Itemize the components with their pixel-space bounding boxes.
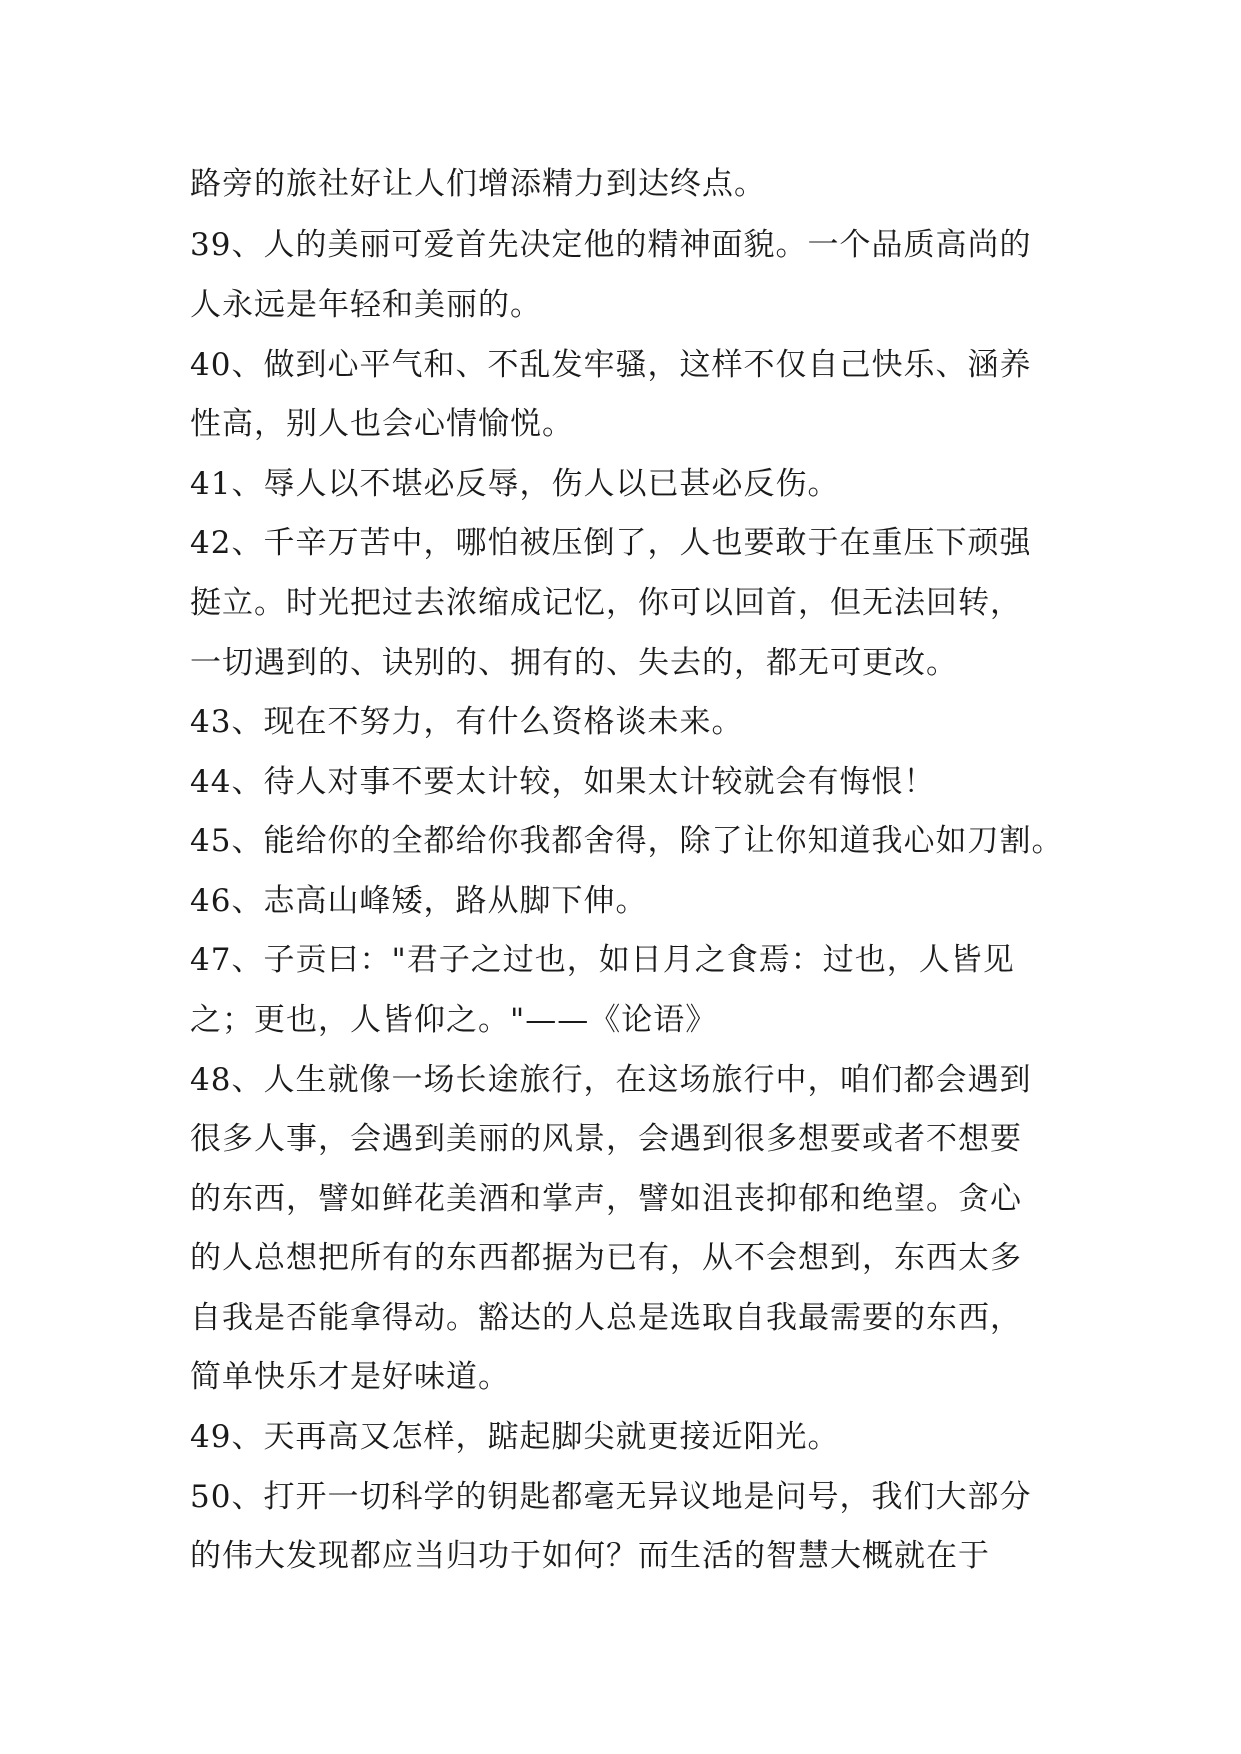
text-line: 42、千辛万苦中，哪怕被压倒了，人也要敢于在重压下顽强	[190, 525, 1032, 561]
text-line: 50、打开一切科学的钥匙都毫无异议地是问号，我们大部分	[190, 1479, 1032, 1515]
text-line: 49、天再高又怎样，踮起脚尖就更接近阳光。	[190, 1419, 840, 1455]
text-line: 46、志高山峰矮，路从脚下伸。	[190, 883, 648, 919]
text-line: 人永远是年轻和美丽的。	[190, 287, 542, 323]
text-line: 39、人的美丽可爱首先决定他的精神面貌。一个品质高尚的	[190, 227, 1032, 263]
text-line: 自我是否能拿得动。豁达的人总是选取自我最需要的东西，	[190, 1300, 1022, 1336]
text-line: 48、人生就像一场长途旅行，在这场旅行中，咱们都会遇到	[190, 1062, 1032, 1098]
text-line: 一切遇到的、诀别的、拥有的、失去的，都无可更改。	[190, 645, 958, 681]
text-line: 41、辱人以不堪必反辱，伤人以已甚必反伤。	[190, 466, 840, 502]
text-line: 简单快乐才是好味道。	[190, 1359, 510, 1395]
text-line: 45、能给你的全都给你我都舍得，除了让你知道我心如刀割。	[190, 823, 1064, 859]
text-line: 的人总想把所有的东西都据为已有，从不会想到，东西太多	[190, 1240, 1022, 1276]
text-line: 挺立。时光把过去浓缩成记忆，你可以回首，但无法回转，	[190, 585, 1022, 621]
text-line: 很多人事，会遇到美丽的风景，会遇到很多想要或者不想要	[190, 1121, 1022, 1157]
text-line: 40、做到心平气和、不乱发牢骚，这样不仅自己快乐、涵养	[190, 347, 1032, 383]
text-line: 路旁的旅社好让人们增添精力到达终点。	[190, 166, 766, 202]
text-line: 43、现在不努力，有什么资格谈未来。	[190, 704, 744, 740]
text-line: 的东西，譬如鲜花美酒和掌声，譬如沮丧抑郁和绝望。贪心	[190, 1181, 1022, 1217]
text-line: 的伟大发现都应当归功于如何？而生活的智慧大概就在于	[190, 1538, 990, 1574]
text-line: 44、待人对事不要太计较，如果太计较就会有悔恨！	[190, 764, 936, 800]
text-line: 47、子贡曰："君子之过也，如日月之食焉：过也，人皆见	[190, 942, 1015, 978]
text-line: 性高，别人也会心情愉悦。	[190, 406, 574, 442]
text-line: 之；更也，人皆仰之。"——《论语》	[190, 1002, 718, 1038]
